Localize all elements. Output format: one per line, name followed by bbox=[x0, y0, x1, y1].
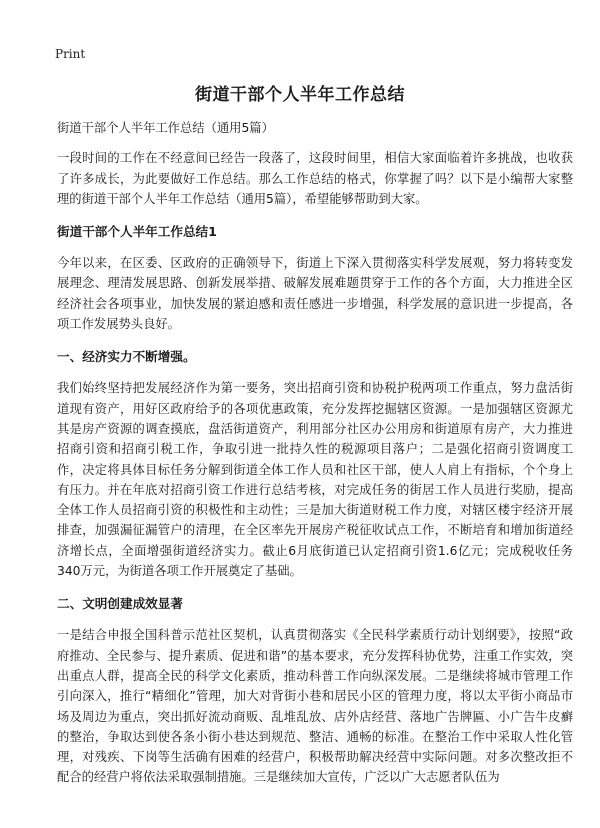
part2-heading: 二、文明创建成效显著 bbox=[57, 596, 183, 612]
print-link[interactable]: Print bbox=[55, 47, 86, 61]
intro-paragraph: 一段时间的工作在不经意间已经告一段落了，这段时间里，相信大家面临着许多挑战，也收获了许多成长，为此要做好工作总结。那么工作总结的格式，你掌握了吗？以下是小编帮大家整理的街道干部个人半年工作总结（通用5篇），希望能够帮助到大家。 bbox=[57, 151, 573, 206]
article-subtitle: 街道干部个人半年工作总结（通用5篇） bbox=[57, 121, 274, 135]
section1-paragraph: 今年以来，在区委、区政府的正确领导下，街道上下深入贯彻落实科学发展观，努力将转变发展理念、理清发展思路、创新发展举措、破解发展难题贯穿于工作的各个方面，大力推进全区经济社会各项事业，加快发展的紧迫感和责任感进一步增强，科学发展的意识进一步提高，各项工作发展势头良好。 bbox=[57, 256, 573, 332]
page-title: 街道干部个人半年工作总结 bbox=[195, 85, 405, 105]
section1-heading: 街道干部个人半年工作总结1 bbox=[57, 224, 217, 240]
article-body bbox=[57, 118, 573, 802]
part1-paragraph: 我们始终坚持把发展经济作为第一要务，突出招商引资和协税护税两项工作重点，努力盘活街道现有资产，用好区政府给予的各项优惠政策，充分发挥挖掘辖区资源。一是加强辖区资源尤其是房产资源的调查摸底，盘活街道资产，利用部分社区办公用房和街道原有房产，大力推进招商引资和招商引税工作，争取引进一批持久性的税源项目落户；二是强化招商引资调度工作，决定将具体目标任务分解到街道全体工作人员和社区干部，使人人肩上有指标，个个身上有压力。并在年底对招商引资工作进行总结考核，对完成任务的街居工作人员进行奖励，提高全体工作人员招商引资的积极性和主动性；三是加大街道财税工作力度，对辖区楼宇经济开展排查，加强漏征漏管户的清理，在全区率先开展房产税征收试点工作，不断培育和增加街道经济增长点，全面增强街道经济实力。截止6月底街道已认定招商引资1.6亿元；完成税收任务340万元，为街道各项工作开展奠定了基础。 bbox=[57, 381, 573, 579]
part2-paragraph: 一是结合申报全国科普示范社区契机，认真贯彻落实《全民科学素质行动计划纲要》，按照“政府推动、全民参与、提升素质、促进和谐”的基本要求，充分发挥科协优势，注重工作实效，突出重点人群，提高全民的科学文化素质，推动科普工作向纵深发展。二是继续将城市管理工作引向深入，推行“精细化”管理，加大对背街小巷和居民小区的管理力度，将以太平街小商品市场及周边为重点，突出抓好流动商贩、乱堆乱放、店外店经营、落地广告牌匾、小广告牛皮癣的整治，争取达到使各条小街小巷达到规范、整洁、通畅的标准。在整治工作中采取人性化管理，对残疾、下岗等生活确有困难的经营户，积极帮助解决经营中实际问题。对多次整改拒不配合的经营户将依法采取强制措施。三是继续加大宣传，广泛以广大志愿者队伍为 bbox=[57, 628, 573, 785]
part1-heading: 一、经济实力不断增强。 bbox=[57, 349, 196, 365]
